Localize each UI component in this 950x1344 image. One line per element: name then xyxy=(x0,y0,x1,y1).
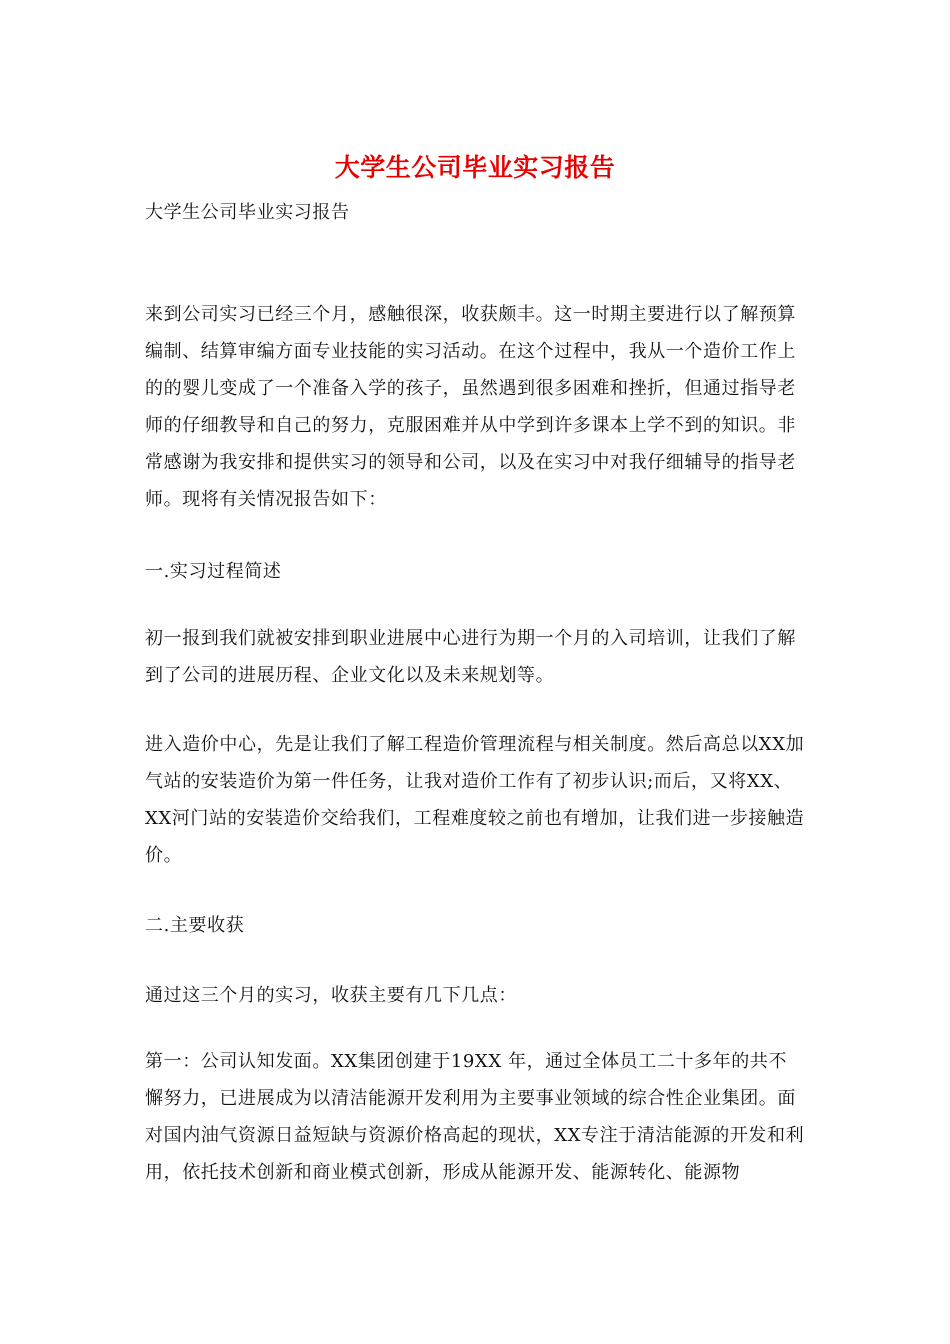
company-cognition-paragraph: 第一：公司认知发面。XX集团创建于19XX 年，通过全体员工二十多年的共不懈努力，已进展成为以清洁能源开发利用为主要事业领域的综合性企业集团。面对国内油气资源日益短缺与资源价格高起的现状，XX专注于清洁能源的开发和利用，依托技术创新和商业模式创新，形成从能源开发、能源转化、能源物 xyxy=(145,1051,805,1183)
intro-paragraph: 来到公司实习已经三个月，感触很深，收获颇丰。这一时期主要进行以了解预算编制、结算审编方面专业技能的实习活动。在这个过程中，我从一个造价工作上的的婴儿变成了一个准备入学的孩子，虽然遇到很多困难和挫折，但通过指导老师的仔细教导和自己的努力，克服困难并从中学到许多课本上学不到的知识。非常感谢为我安排和提供实习的领导和公司，以及在实习中对我仔细辅导的指导老师。现将有关情况报告如下： xyxy=(145,304,796,510)
section-heading-2: 二.主要收获 xyxy=(145,915,245,936)
document-title: 大学生公司毕业实习报告 xyxy=(334,153,616,182)
training-paragraph: 初一报到我们就被安排到职业进展中心进行为期一个月的入司培训，让我们了解到了公司的进展历程、企业文化以及未来规划等。 xyxy=(145,628,796,686)
section-heading-1: 一.实习过程简述 xyxy=(145,561,282,582)
gains-intro-paragraph: 通过这三个月的实习，收获主要有几下几点： xyxy=(145,985,517,1006)
cost-center-paragraph: 进入造价中心，先是让我们了解工程造价管理流程与相关制度。然后高总以XX加气站的安装造价为第一件任务，让我对造价工作有了初步认识;而后，又将XX、XX河门站的安装造价交给我们，工程难度较之前也有增加，让我们进一步接触造价。 xyxy=(145,734,805,866)
document-subtitle: 大学生公司毕业实习报告 xyxy=(145,202,350,223)
